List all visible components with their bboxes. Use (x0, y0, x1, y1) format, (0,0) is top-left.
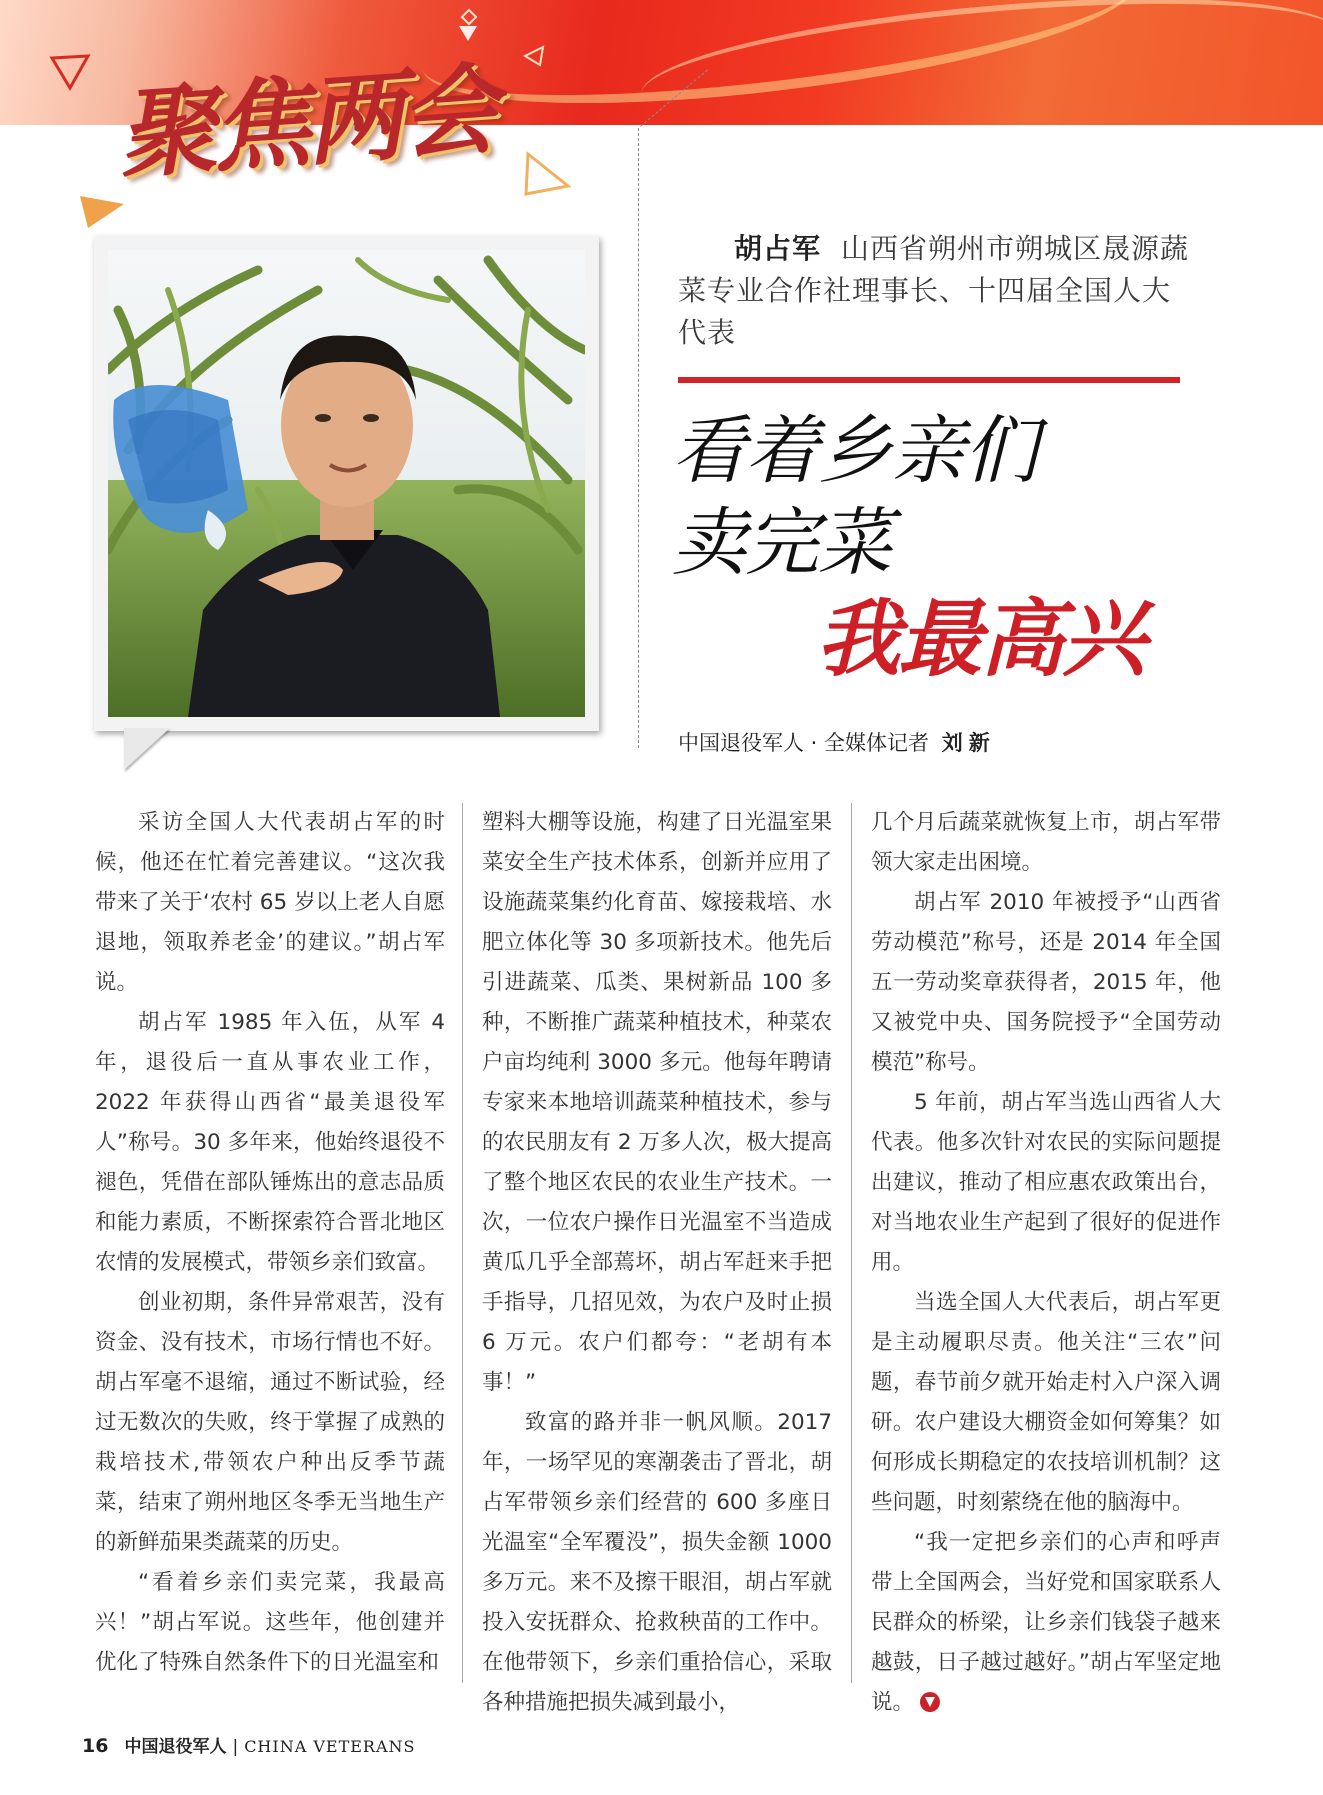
end-of-article-mark-icon (920, 1692, 940, 1712)
headline-line-2: 卖完菜 (672, 500, 891, 586)
footer-separator: | (232, 1737, 239, 1757)
headline-line-3: 我最高兴 (816, 590, 1145, 688)
magazine-name: 中国退役军人 (124, 1737, 227, 1757)
reporter-name: 刘新 (941, 731, 996, 755)
headline-line-1: 看着乡亲们 (672, 408, 1037, 494)
paragraph: 当选全国人大代表后，胡占军更是主动履职尽责。他关注“三农”问题，春节前夕就开始走村入户深入调研。农户建设大棚资金如何筹集？如何形成长期稳定的农技培训机制？这些问题，时刻萦绕在他的脑海中。 (871, 1290, 1221, 1515)
body-column-3 (871, 803, 1221, 1723)
paragraph: 5 年前，胡占军当选山西省人大代表。他多次针对农民的实际问题提出建议，推动了相应惠农政策出台，对当地农业生产起到了很好的促进作用。 (871, 1090, 1221, 1275)
body-column-2 (482, 803, 832, 1723)
paragraph (871, 1523, 1221, 1723)
diamond-decoration-icon (460, 8, 478, 26)
triangle-decoration-icon (522, 44, 546, 68)
triangle-decoration-icon (48, 52, 94, 94)
decorative-frame-line (638, 128, 639, 748)
column-divider (851, 803, 852, 1683)
person-name: 胡占军 (734, 232, 822, 265)
portrait-illustration (108, 250, 585, 717)
section-logo: 聚焦两会 (114, 52, 498, 194)
speech-bubble-tail (124, 728, 170, 770)
paragraph: 胡占军 1985 年入伍，从军 4 年，退役后一直从事农业工作，2022 年获得山西省“最美退役军人”称号。30 多年来，他始终退役不褪色，凭借在部队锤炼出的意志品质和能力素质，不断探索符合晋北地区农情的发展模式，带领乡亲们致富。 (95, 1010, 445, 1275)
page-footer (82, 1732, 416, 1757)
article-headline (672, 405, 1232, 688)
byline-prefix: 中国退役军人 · 全媒体记者 (678, 731, 930, 755)
paragraph: 创业初期，条件异常艰苦，没有资金、没有技术，市场行情也不好。胡占军毫不退缩，通过不断试验，经过无数次的失败，终于掌握了成熟的栽培技术,带领农户种出反季节蔬菜，结束了朔州地区冬季无当地生产的新鲜茄果类蔬菜的历史。 (95, 1290, 445, 1555)
person-description: 山西省朔州市朔城区晟源蔬菜专业合作社理事长、十四届全国人大代表 (678, 232, 1190, 349)
portrait-photo-card (94, 236, 599, 731)
paragraph-continued: 塑料大棚等设施，构建了日光温室果菜安全生产技术体系，创新并应用了设施蔬菜集约化育苗、嫁接栽培、水肥立体化等 30 多项新技术。他先后引进蔬菜、瓜类、果树新品 100 多种，不断推广蔬菜种植技术，种菜农户亩均纯利 3000 多元。他每年聘请专家来本地培训蔬菜种植技术，参与的农民朋友有 2 万多人次，极大提高了整个地区农民的农业生产技术。一次，一位农户操作日光温室不当造成黄瓜几乎全部蔫坏，胡占军赶来手把手指导，几招见效，为农户及时止损 6 万元。农户们都夸：“老胡有本事！” (482, 810, 832, 1395)
paragraph: 胡占军 2010 年被授予“山西省劳动模范”称号，还是 2014 年全国五一劳动奖章获得者，2015 年，他又被党中央、国务院授予“全国劳动模范”称号。 (871, 890, 1221, 1075)
paragraph: 致富的路并非一帆风顺。2017 年，一场罕见的寒潮袭击了晋北，胡占军带领乡亲们经营的 600 多座日光温室“全军覆没”，损失金额 1000 多万元。来不及擦干眼泪，胡占军就投入安抚群众、抢救秧苗的工作中。在他带领下，乡亲们重拾信心，采取各种措施把损失减到最小， (482, 1410, 832, 1715)
portrait-photo (108, 250, 585, 717)
paragraph-continued: 几个月后蔬菜就恢复上市，胡占军带领大家走出困境。 (871, 810, 1221, 875)
triangle-decoration-icon (522, 150, 572, 198)
title-rule (678, 377, 1180, 383)
triangle-decoration-icon (78, 192, 128, 232)
paragraph: “看着乡亲们卖完菜，我最高兴！”胡占军说。这些年，他创建并优化了特殊自然条件下的日光温室和 (95, 1570, 445, 1675)
byline (678, 727, 996, 757)
body-column-1 (95, 803, 445, 1683)
person-profile (678, 228, 1198, 354)
paragraph: 采访全国人大代表胡占军的时候，他还在忙着完善建议。“这次我带来了关于‘农村 65 岁以上老人自愿退地，领取养老金’的建议。”胡占军说。 (95, 810, 445, 995)
magazine-name-english: CHINA VETERANS (244, 1737, 416, 1756)
column-divider (462, 803, 463, 1683)
page-number: 16 (82, 1735, 109, 1757)
final-paragraph-text: “我一定把乡亲们的心声和呼声带上全国两会，当好党和国家联系人民群众的桥梁，让乡亲们钱袋子越来越鼓，日子越过越好。”胡占军坚定地说。 (871, 1530, 1221, 1715)
